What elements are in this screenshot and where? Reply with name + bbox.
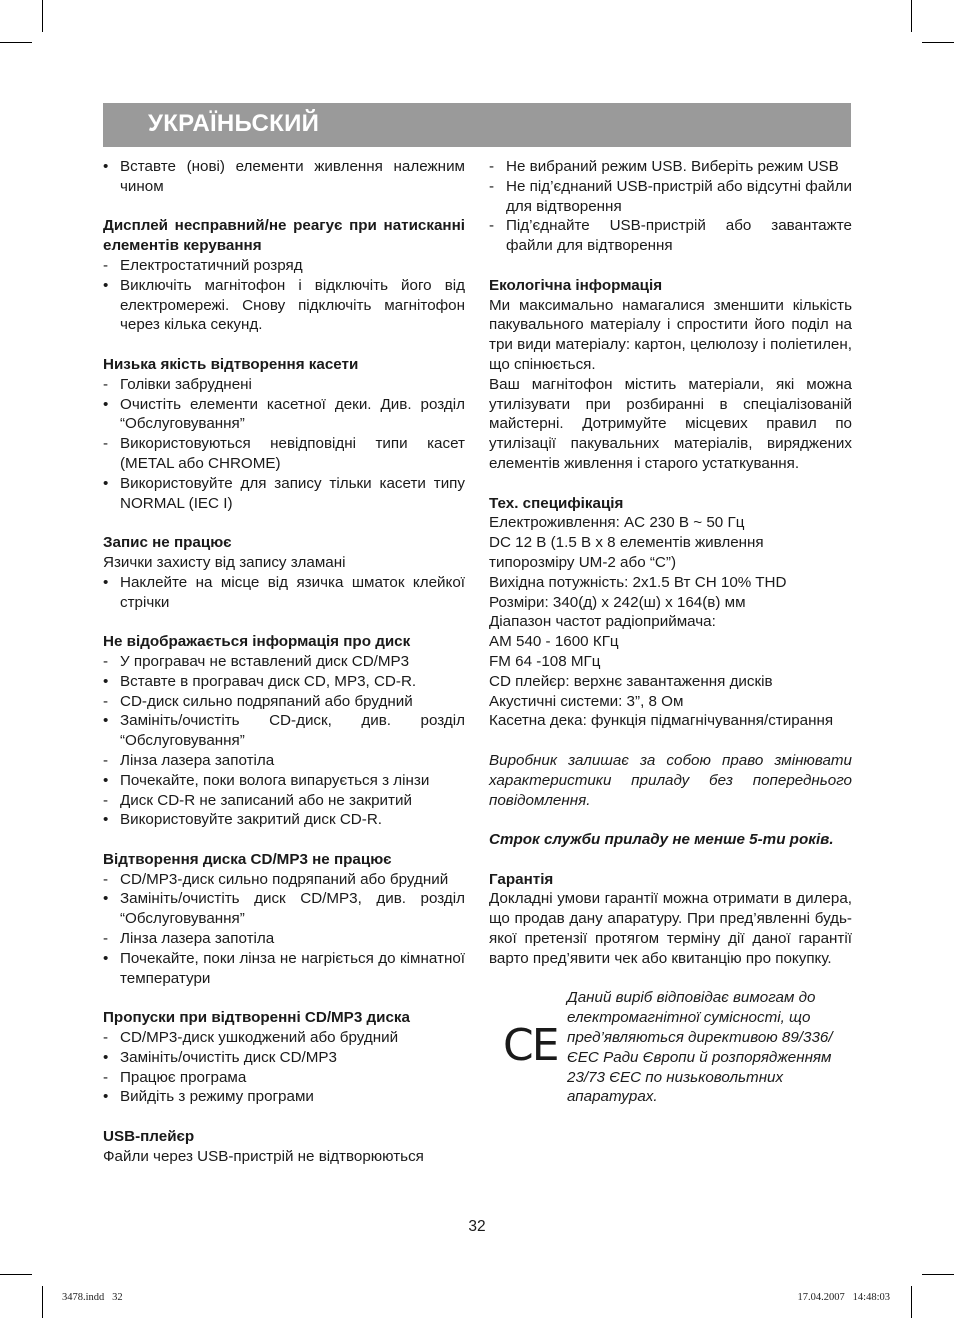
- left-column: [103, 157, 465, 1167]
- troubleshooting-list: [103, 1028, 465, 1107]
- list-item: [103, 771, 465, 791]
- bullet-marker: •: [103, 811, 109, 829]
- troubleshooting-list: [103, 157, 465, 197]
- bullet-marker: •: [103, 1048, 109, 1066]
- section-heading: Відтворення диска CD/MP3 не працює: [103, 850, 392, 868]
- paragraph: Докладні умови гарантії можна отримати в дилера, що продав дану апаратуру. При пред’явленні будь-якої претензії протягом терміну дії даної гарантії варто пред’явити чек або квитанцію про покупку.: [489, 890, 852, 967]
- crop-mark: [0, 42, 32, 43]
- page-number: 32: [468, 1218, 486, 1235]
- service-life-text: Строк служби приладу не менше 5-ти років.: [489, 831, 834, 849]
- section-spacer: [489, 969, 852, 989]
- troubleshooting-list: [103, 870, 465, 989]
- list-item-text: Вставте в програвач диск CD, MP3, CD-R.: [120, 672, 417, 690]
- list-item: [103, 573, 465, 613]
- crop-mark: [42, 0, 43, 32]
- list-item: [103, 692, 465, 712]
- paragraph: Акустичні системи: 3”, 8 Ом: [489, 692, 684, 710]
- list-item-text: Не вибраний режим USB. Виберіть режим USB: [506, 158, 839, 175]
- section-heading: Дисплей несправний/не реагує при натисканні елементів керування: [103, 217, 465, 255]
- section-spacer: [489, 256, 852, 276]
- disclaimer-text: Виробник залишає за собою право змінювати характеристики приладу без попереднього повідомлення.: [489, 751, 852, 809]
- bullet-marker: •: [103, 672, 109, 690]
- list-item: [103, 256, 465, 276]
- bullet-marker: •: [103, 712, 109, 730]
- list-item: [103, 711, 465, 751]
- crop-mark: [922, 42, 954, 43]
- troubleshooting-list: [103, 652, 465, 830]
- page-title: УКРАЇНЬСКИЙ: [148, 110, 320, 137]
- section-heading: Тех. специфікація: [489, 494, 624, 512]
- dash-marker: -: [103, 1029, 109, 1047]
- section-heading: USB-плейєр: [103, 1128, 195, 1146]
- list-item-text: Використовуються невідповідні типи касет (METAL або CHROME): [120, 435, 465, 472]
- list-item: [103, 949, 465, 989]
- paragraph: Касетна дека: функція підмагнічування/стирання: [489, 712, 834, 730]
- section-spacer: [103, 513, 465, 533]
- bullet-marker: •: [103, 949, 109, 967]
- dash-marker: -: [489, 217, 495, 235]
- list-item: [103, 929, 465, 949]
- list-item-text: Виключіть магнітофон і відключіть його від електромережі. Снову підключіть магнітофон через кілька секунд.: [120, 276, 465, 334]
- list-item: [103, 870, 465, 890]
- section-spacer: [103, 1107, 465, 1127]
- section-spacer: [489, 850, 852, 870]
- list-item: [103, 1028, 465, 1048]
- ce-mark-icon: CE: [503, 1020, 558, 1072]
- section-heading: Низька якість відтворення касети: [103, 355, 359, 373]
- list-item: [103, 474, 465, 514]
- list-item-text: Електростатичний розряд: [120, 256, 303, 274]
- bullet-marker: •: [103, 1088, 109, 1106]
- list-item-text: Під’єднайте USB-пристрій або завантажте файли для відтворення: [506, 217, 852, 255]
- paragraph: CD плейєр: верхнє завантаження дисків: [489, 672, 773, 690]
- list-item-text: Диск CD-R не записаний або не закритий: [120, 791, 412, 809]
- list-item: [103, 889, 465, 929]
- section-spacer: [103, 335, 465, 355]
- list-item-text: Використовуйте закритий диск CD-R.: [120, 811, 383, 829]
- list-item: [103, 375, 465, 395]
- section-heading: Пропуски при відтворенні CD/MP3 диска: [103, 1009, 410, 1027]
- section-heading: Запис не працює: [103, 534, 232, 552]
- section-heading: Екологічна інформація: [489, 276, 663, 294]
- list-item-text: Замініть/очистіть диск CD/MP3: [120, 1048, 337, 1066]
- dash-marker: -: [103, 435, 109, 453]
- list-item-text: Працює програма: [120, 1068, 247, 1086]
- list-item: [103, 652, 465, 672]
- section-spacer: [103, 197, 465, 217]
- dash-marker: -: [489, 158, 495, 175]
- language-header-bar: [103, 103, 851, 147]
- paragraph: AM 540 - 1600 КГц: [489, 633, 619, 651]
- dash-marker: -: [489, 177, 495, 195]
- list-item-text: Вставте (нові) елементи живлення належним чином: [120, 158, 465, 195]
- paragraph: Язички захисту від запису зламані: [103, 553, 346, 571]
- ce-compliance-text: Даний виріб відповідає вимогам до електромагнітної сумісності, що пред’являються директивою 89/336/ЄЕС Ради Європи й розпорядженням 23/73 ЄЕС по низьковольтних апаратурах.: [567, 989, 833, 1106]
- bullet-marker: •: [103, 158, 109, 175]
- list-item: [103, 751, 465, 771]
- dash-marker: -: [103, 791, 109, 809]
- crop-mark: [911, 1286, 912, 1318]
- list-item-text: Використовуйте для запису тільки касети типу NORMAL (IEC I): [120, 474, 465, 512]
- list-item: [103, 672, 465, 692]
- list-item-text: Вийдіть з режиму програми: [120, 1088, 314, 1106]
- crop-mark: [42, 1286, 43, 1318]
- list-item-text: Не під’єднаний USB-пристрій або відсутні файли для відтворення: [506, 177, 853, 215]
- troubleshooting-list: [103, 573, 465, 613]
- paragraph: FM 64 -108 МГц: [489, 652, 601, 670]
- list-item: [103, 1087, 465, 1107]
- paragraph: Розміри: 340(д) х 242(ш) х 164(в) мм: [489, 593, 746, 611]
- list-item: [489, 216, 852, 256]
- list-item: [103, 1068, 465, 1088]
- list-item: [489, 177, 852, 217]
- paragraph: Ваш магнітофон містить матеріали, які можна утилізувати при розбиранні в спеціалізованій майстерні. Дотримуйте місцевих правил по утилізації пакувальних матеріалів, виряджених елементів живлення і старого устаткування.: [489, 375, 852, 472]
- list-item: [103, 276, 465, 335]
- dash-marker: -: [103, 256, 109, 274]
- paragraph: Ми максимально намагалися зменшити кількість пакувального матеріалу і спростити його поділ на три види матеріалу: картон, целюлозу і поліетилен, що спінюється.: [489, 296, 852, 373]
- list-item-text: Замініть/очистіть диск CD/MP3, див. розділ “Обслуговування”: [120, 890, 465, 928]
- section-spacer: [103, 612, 465, 632]
- crop-mark: [922, 1274, 954, 1275]
- list-item: [103, 157, 465, 197]
- paragraph: Файли через USB-пристрій не відтворюються: [103, 1147, 424, 1165]
- paragraph: Діапазон частот радіоприймача:: [489, 613, 716, 631]
- troubleshooting-list: [103, 256, 465, 335]
- dash-marker: -: [103, 930, 109, 948]
- paragraph: Вихідна потужність: 2x1.5 Вт CH 10% THD: [489, 573, 787, 591]
- list-item: [103, 434, 465, 474]
- list-item-text: CD/MP3-диск сильно подряпаний або брудний: [120, 870, 449, 888]
- dash-marker: -: [103, 692, 109, 710]
- bullet-marker: •: [103, 890, 109, 908]
- bullet-marker: •: [103, 474, 109, 492]
- section-spacer: [103, 988, 465, 1008]
- dash-marker: -: [103, 1068, 109, 1086]
- list-item: [489, 157, 852, 177]
- bullet-marker: •: [103, 573, 109, 591]
- section-spacer: [489, 731, 852, 751]
- list-item: [103, 791, 465, 811]
- dash-marker: -: [103, 751, 109, 769]
- list-item-text: Голівки забруднені: [120, 375, 252, 393]
- list-item-text: Замініть/очистіть CD-диск, див. розділ “Обслуговування”: [120, 712, 465, 750]
- print-slug-file: 3478.indd 32: [62, 1292, 123, 1303]
- list-item-text: Очистіть елементи касетної деки. Див. розділ “Обслуговування”: [120, 395, 465, 433]
- crop-mark: [911, 0, 912, 32]
- list-item-text: CD/MP3-диск ушкоджений або брудний: [120, 1029, 399, 1047]
- list-item: [103, 395, 465, 435]
- list-item: [103, 1048, 465, 1068]
- list-item-text: CD-диск сильно подряпаний або брудний: [120, 692, 413, 710]
- list-item: [103, 810, 465, 830]
- section-heading: Не відображається інформація про диск: [103, 633, 411, 651]
- troubleshooting-list: [489, 157, 852, 256]
- list-item-text: Наклейте на місце від язичка шматок клейкої стрічки: [120, 573, 465, 611]
- section-spacer: [103, 830, 465, 850]
- crop-mark: [0, 1274, 32, 1275]
- dash-marker: -: [103, 375, 109, 393]
- section-spacer: [489, 474, 852, 494]
- dash-marker: -: [103, 652, 109, 670]
- section-spacer: [489, 810, 852, 830]
- bullet-marker: •: [103, 276, 109, 294]
- paragraph: Електроживлення: AC 230 В ~ 50 Гц: [489, 514, 745, 532]
- print-slug-date: 17.04.2007 14:48:03: [797, 1292, 890, 1303]
- bullet-marker: •: [103, 771, 109, 789]
- section-heading: Гарантія: [489, 870, 554, 888]
- bullet-marker: •: [103, 395, 109, 413]
- list-item-text: Почекайте, поки лінза не нагріється до кімнатної температури: [120, 949, 465, 987]
- list-item-text: Почекайте, поки волога випарується з лінзи: [120, 771, 430, 789]
- right-column: [489, 157, 852, 1112]
- paragraph: DC 12 В (1.5 В х 8 елементів живлення типорозміру UM-2 або “C”): [489, 534, 764, 571]
- dash-marker: -: [103, 870, 109, 888]
- list-item-text: Лінза лазера запотіла: [120, 930, 275, 948]
- list-item-text: У програвач не вставлений диск CD/MP3: [120, 652, 410, 670]
- ce-compliance-block: [489, 988, 852, 1112]
- troubleshooting-list: [103, 375, 465, 514]
- list-item-text: Лінза лазера запотіла: [120, 751, 275, 769]
